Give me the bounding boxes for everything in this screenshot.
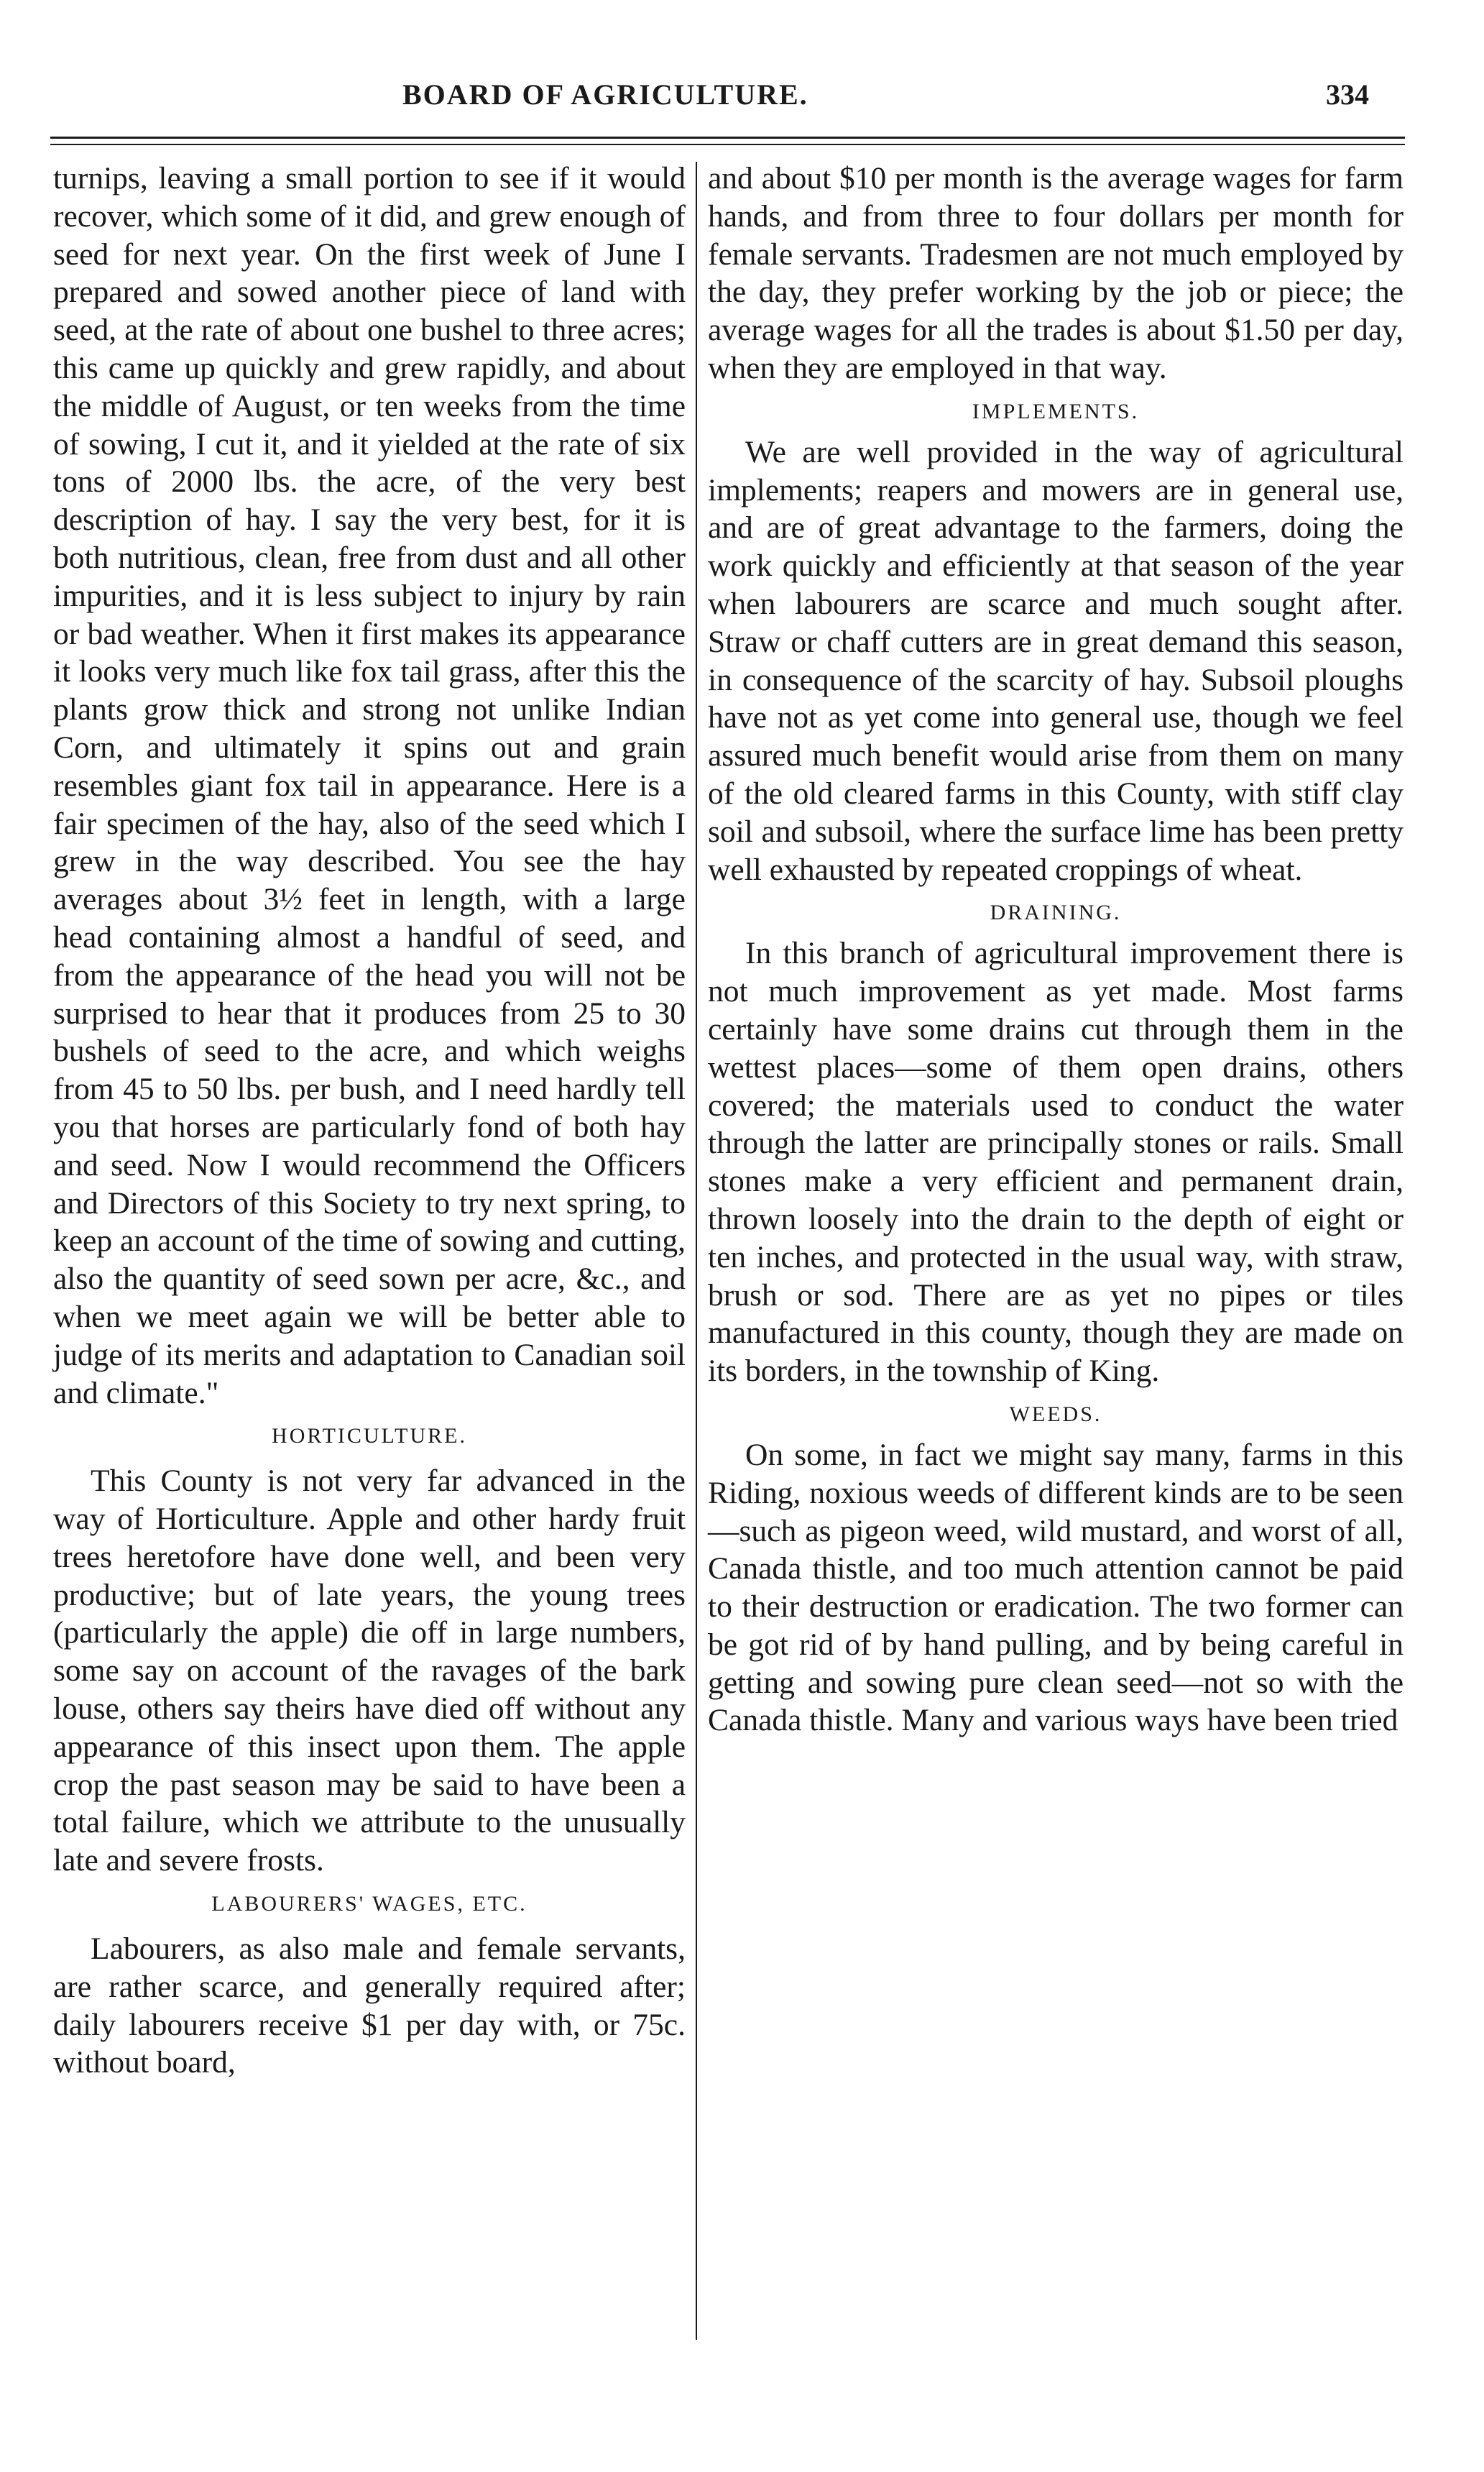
running-head-title: BOARD OF AGRICULTURE. xyxy=(402,78,808,111)
right-column xyxy=(708,160,1404,2338)
paragraph-horticulture: This County is not very far advanced in the way of Horticulture. Apple and other hardy fruit trees heretofore have done well, and been very productive; but of late years, the young trees (particularly the apple) die off in large numbers, some say on account of the ravages of the bark louse, others say theirs have died off without any appearance of this insect upon them. The apple crop the past season may be said to have been a total failure, which we attribute to the unusually late and severe frosts. xyxy=(53,1464,686,1878)
section-heading-draining: DRAINING. xyxy=(990,901,1122,925)
left-column xyxy=(53,160,686,2338)
paragraph-wages-continued: and about $10 per month is the average wages for farm hands, and from three to four dollars per month for female servants. Tradesmen are not much employed by the day, they prefer working by the job or piece; the average wages for all the trades is about $1.50 per day, when they are employed in that way. xyxy=(708,161,1404,385)
paragraph-weeds: On some, in fact we might say many, farms in this Riding, noxious weeds of different kinds are to be seen—such as pigeon weed, wild mustard, and worst of all, Canada thistle, and too much attention cannot be paid to their destruction or eradication. The two former can be got rid of by hand pulling, and by being careful in getting and sowing pure clean seed—not so with the Canada thistle. Many and various ways have been tried xyxy=(708,1437,1404,1738)
section-heading-implements: IMPLEMENTS. xyxy=(972,399,1140,423)
section-heading-labourers-wages: LABOURERS' WAGES, ETC. xyxy=(211,1892,527,1916)
section-heading-weeds: WEEDS. xyxy=(1009,1402,1102,1426)
header-rule-thin xyxy=(50,144,1405,145)
paragraph-implements: We are well provided in the way of agricultural implements; reapers and mowers are in general use, and are of great advantage to the farmers, doing the work quickly and efficiently at that season of the year when labourers are scarce and much sought after. Straw or chaff cutters are in great demand this season, in consequence of the scarcity of hay. Subsoil ploughs have not as yet come into general use, though we feel assured much benefit would arise from them on many of the old cleared farms in this County, with stiff clay soil and subsoil, where the surface lime has been pretty well exhausted by repeated croppings of wheat. xyxy=(708,434,1404,887)
paragraph-turnips-hay: turnips, leaving a small portion to see if it would recover, which some of it did, and grew enough of seed for next year. On the first week of June I prepared and sowed another piece of land with seed, at the rate of about one bushel to three acres; this came up quickly and grew rapidly, and about the middle of August, or ten weeks from the time of sowing, I cut it, and it yielded at the rate of six tons of 2000 lbs. the acre, of the very best description of hay. I say the very best, for it is both nutritious, clean, free from dust and all other impurities, and it is less subject to injury by rain or bad weather. When it first makes its appearance it looks very much like fox tail grass, after this the plants grow thick and strong not unlike Indian Corn, and ultimately it spins out and grain resembles giant fox tail in appearance. Here is a fair specimen of the hay, also of the seed which I grew in the way described. You see the hay averages about 3½ feet in length, with a large head containing almost a handful of seed, and from the appearance of the head you will not be surprised to hear that it produces from 25 to 30 bushels of seed to the acre, and which weighs from 45 to 50 lbs. per bush, and I need hardly tell you that horses are particularly fond of both hay and seed. Now I would recommend the Officers and Directors of this Society to try next spring, to keep an account of the time of sowing and cutting, also the quantity of seed sown per acre, &c., and when we meet again we will be better able to judge of its merits and adaptation to Canadian soil and climate." xyxy=(53,161,686,1410)
section-heading-horticulture: HORTICULTURE. xyxy=(272,1424,467,1448)
paragraph-draining: In this branch of agricultural improvement there is not much improvement as yet made. Most farms certainly have some drains cut through them in the wettest places—some of them open drains, others covered; the materials used to conduct the water through the latter are principally stones or rails. Small stones make a very efficient and permanent drain, thrown loosely into the drain to the depth of eight or ten inches, and protected in the usual way, with straw, brush or sod. There are as yet no pipes or tiles manufactured in this county, though they are made on its borders, in the township of King. xyxy=(708,936,1404,1389)
column-divider xyxy=(696,162,697,2340)
page-number: 334 xyxy=(1326,78,1369,111)
paragraph-labourers-wages: Labourers, as also male and female servants, are rather scarce, and generally required after; daily labourers receive $1 per day with, or 75c. without board, xyxy=(53,1931,686,2080)
header-rule-thick xyxy=(50,137,1405,139)
